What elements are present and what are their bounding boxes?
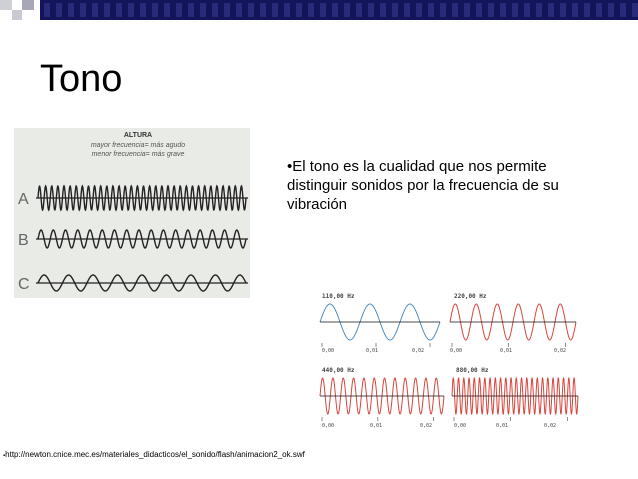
deco-stripe [428, 3, 434, 17]
deco-stripe [308, 3, 314, 17]
svg-text:0,02: 0,02 [420, 423, 433, 429]
deco-stripe [536, 3, 542, 17]
deco-stripe [152, 3, 158, 17]
deco-stripe [500, 3, 506, 17]
figure-line-2: menor frecuencia= más grave [91, 151, 185, 158]
deco-stripe [80, 3, 86, 17]
deco-stripe [608, 3, 614, 17]
svg-text:0,01: 0,01 [366, 348, 379, 354]
deco-stripe [356, 3, 362, 17]
pitch-waves-figure [14, 128, 250, 298]
deco-stripe [212, 3, 218, 17]
wave-label-c: C [18, 276, 30, 293]
deco-stripe [188, 3, 194, 17]
svg-text:0,01: 0,01 [370, 423, 383, 429]
bullet-text: •El tono es la cualidad que nos permite distinguir sonidos por la frecuencia de su vibración [287, 158, 559, 213]
deco-stripe [44, 3, 50, 17]
figure-heading: ALTURA [123, 132, 153, 139]
deco-stripe [104, 3, 110, 17]
deco-stripe [440, 3, 446, 17]
deco-stripe [476, 3, 482, 17]
panel-freq-label: 440,00 Hz [322, 367, 355, 374]
deco-stripe [272, 3, 278, 17]
deco-stripe [200, 3, 206, 17]
source-link[interactable] [3, 450, 305, 459]
frequency-panels-figure [314, 286, 582, 432]
decorative-header-bar [0, 0, 638, 20]
deco-stripe [248, 3, 254, 17]
deco-stripe [380, 3, 386, 17]
deco-square [22, 10, 34, 20]
panel-freq-label: 220,00 Hz [454, 293, 487, 300]
panel-110hz [322, 293, 424, 354]
deco-stripe [548, 3, 554, 17]
svg-text:0,01: 0,01 [500, 348, 513, 354]
svg-text:0,01: 0,01 [496, 423, 509, 429]
svg-text:0,00: 0,00 [322, 348, 335, 354]
deco-stripe [92, 3, 98, 17]
deco-stripe [68, 3, 74, 17]
svg-text:0,00: 0,00 [450, 348, 463, 354]
deco-stripe [464, 3, 470, 17]
deco-stripe [164, 3, 170, 17]
deco-square [12, 0, 22, 10]
wave-label-b: B [18, 232, 29, 249]
link-bullet-icon: ▪ [3, 453, 6, 459]
svg-text:0,00: 0,00 [322, 423, 335, 429]
deco-stripe [488, 3, 494, 17]
deco-stripe [524, 3, 530, 17]
deco-stripe [260, 3, 266, 17]
deco-stripe [332, 3, 338, 17]
deco-stripe [140, 3, 146, 17]
deco-square [0, 0, 12, 10]
deco-stripe [176, 3, 182, 17]
deco-stripe [320, 3, 326, 17]
deco-square [22, 0, 34, 10]
deco-stripe [404, 3, 410, 17]
wave-label-a: A [18, 191, 29, 208]
deco-stripe [56, 3, 62, 17]
deco-square [0, 10, 12, 20]
deco-stripe [572, 3, 578, 17]
deco-square [12, 10, 22, 20]
deco-stripe [284, 3, 290, 17]
deco-stripe [116, 3, 122, 17]
deco-stripe [236, 3, 242, 17]
deco-stripe [128, 3, 134, 17]
deco-stripe [596, 3, 602, 17]
deco-stripe [296, 3, 302, 17]
figure-line-1: mayor frecuencia= más agudo [90, 142, 186, 149]
deco-stripe [368, 3, 374, 17]
deco-stripe [560, 3, 566, 17]
deco-stripe [512, 3, 518, 17]
deco-stripe [452, 3, 458, 17]
deco-stripe [632, 3, 638, 17]
panel-freq-label: 110,00 Hz [322, 293, 355, 300]
deco-stripe [416, 3, 422, 17]
deco-stripe [392, 3, 398, 17]
deco-stripe [224, 3, 230, 17]
svg-text:0,00: 0,00 [454, 423, 467, 429]
deco-stripe [620, 3, 626, 17]
svg-text:0,02: 0,02 [544, 423, 557, 429]
svg-text:0,02: 0,02 [412, 348, 425, 354]
slide-title: Tono [40, 58, 123, 100]
svg-text:0,02: 0,02 [554, 348, 567, 354]
deco-stripe [344, 3, 350, 17]
deco-stripe [584, 3, 590, 17]
panel-freq-label: 880,00 Hz [456, 367, 489, 374]
link-text[interactable]: http://newton.cnice.mec.es/materiales_didacticos/el_sonido/flash/animacion2_ok.swf [5, 450, 305, 459]
panel-220hz [450, 293, 566, 354]
